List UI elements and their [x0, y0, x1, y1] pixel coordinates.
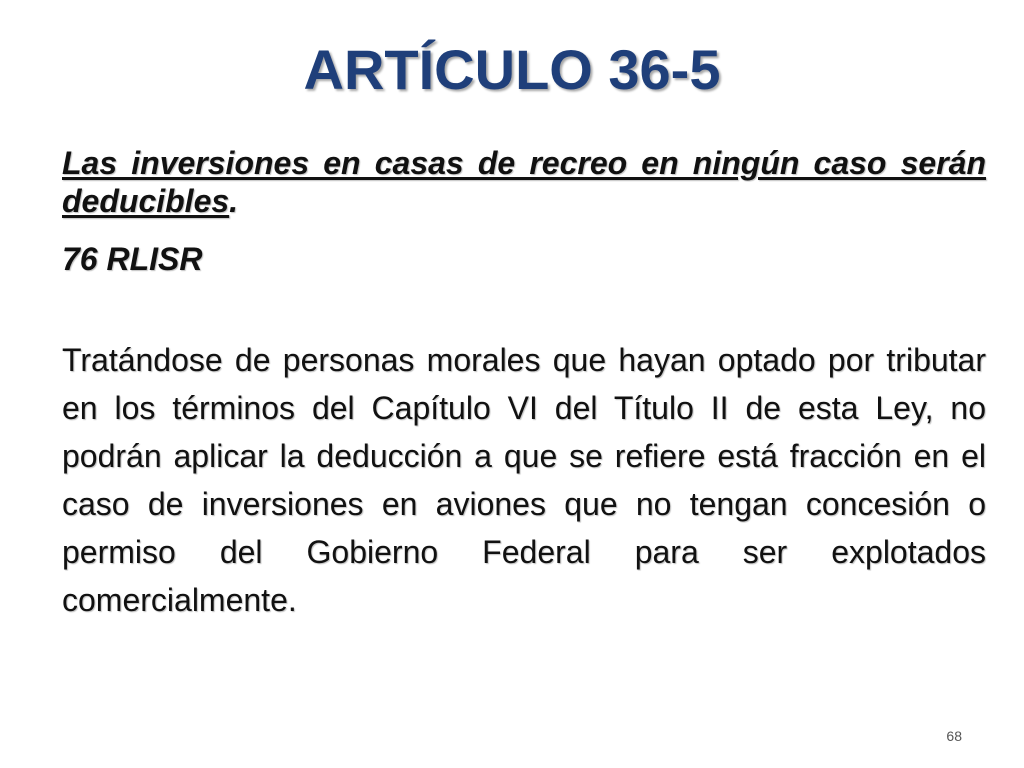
slide-title: ARTÍCULO 36-5: [303, 38, 721, 101]
intro-text: Las inversiones en casas de recreo en ningún caso serán deducibles: [62, 145, 986, 219]
regulation-reference: 76 RLISR: [62, 241, 203, 277]
page-number: 68: [946, 728, 962, 744]
intro-punctuation: .: [229, 183, 239, 219]
body-paragraph: Tratándose de personas morales que hayan optado por tributar en los términos del Capítulo VI del Título II de esta Ley, no podrán aplicar la deducción a que se refiere está fracción en el caso de inversiones en aviones que no tengan concesión o permiso del Gobierno Federal para ser explotados comercialmente.: [62, 342, 986, 618]
intro-paragraph: [62, 144, 986, 220]
slide-content: [62, 144, 986, 624]
